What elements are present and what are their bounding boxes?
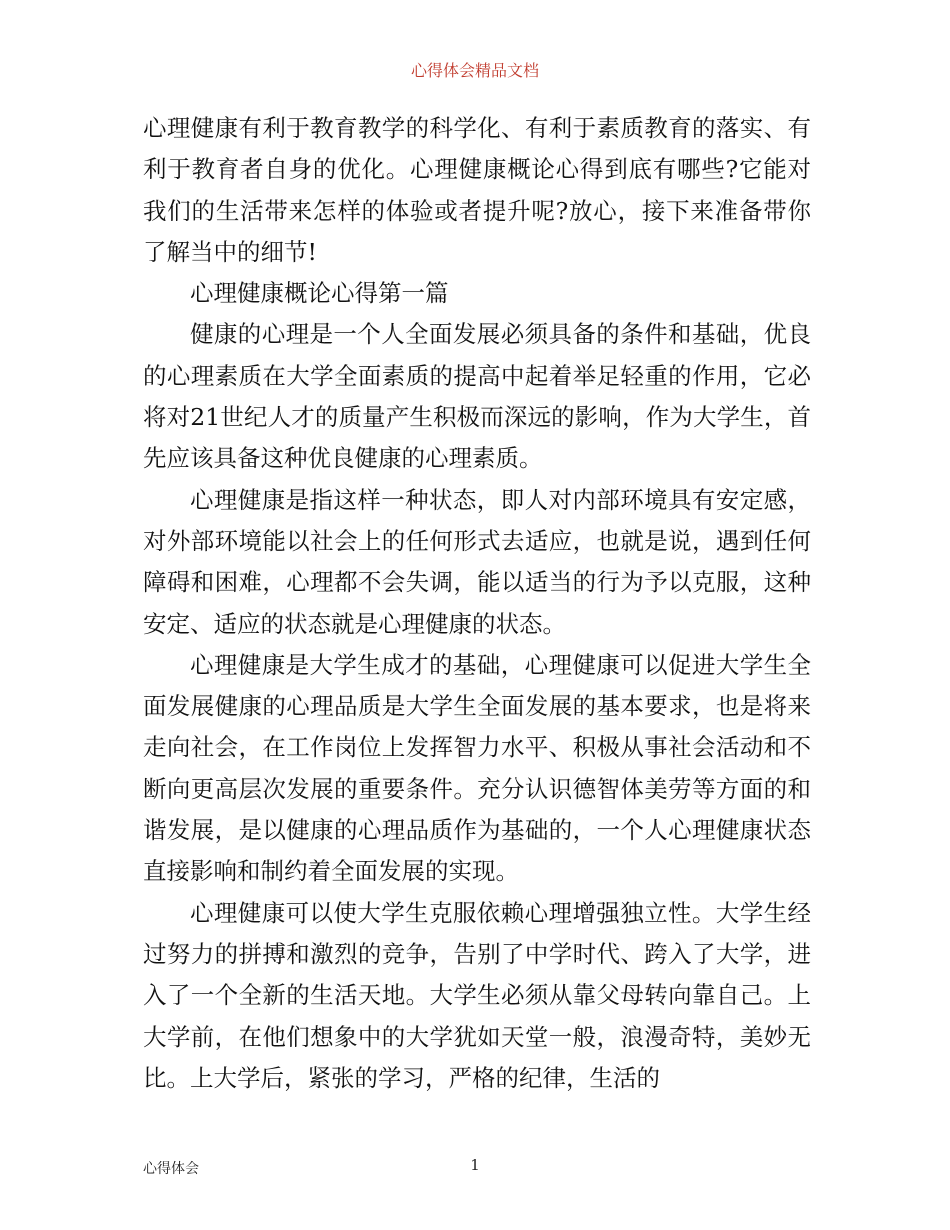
page-number: 1	[470, 1156, 480, 1174]
document-body	[143, 108, 811, 1099]
paragraph: 心理健康是指这样一种状态，即人对内部环境具有安定感，对外部环境能以社会上的任何形式去适应，也就是说，遇到任何障碍和困难，心理都不会失调，能以适当的行为予以克服，这种安定、适应的状态就是心理健康的状态。	[143, 485, 811, 638]
paragraph: 心理健康可以使大学生克服依赖心理增强独立性。大学生经过努力的拼搏和激烈的竞争，告别了中学时代、跨入了大学，进入了一个全新的生活天地。大学生必须从靠父母转向靠自己。上大学前，在他们想象中的大学犹如天堂一般，浪漫奇特，美妙无比。上大学后，紧张的学习，严格的纪律，生活的	[143, 898, 811, 1092]
paragraph-intro: 心理健康有利于教育教学的科学化、有利于素质教育的落实、有利于教育者自身的优化。心理健康概论心得到底有哪些?它能对我们的生活带来怎样的体验或者提升呢?放心，接下来准备带你了解当中的细节!	[143, 114, 811, 266]
section-heading: 心理健康概论心得第一篇	[190, 279, 449, 308]
page-footer-label: 心得体会	[143, 1161, 199, 1177]
paragraph: 心理健康是大学生成才的基础，心理健康可以促进大学生全面发展健康的心理品质是大学生全面发展的基本要求，也是将来走向社会，在工作岗位上发挥智力水平、积极从事社会活动和不断向更高层次发展的重要条件。充分认识德智体美劳等方面的和谐发展，是以健康的心理品质作为基础的，一个人心理健康状态直接影响和制约着全面发展的实现。	[143, 650, 811, 886]
page-header-title: 心得体会精品文档	[410, 61, 539, 80]
paragraph: 健康的心理是一个人全面发展必须具备的条件和基础，优良的心理素质在大学全面素质的提高中起着举足轻重的作用，它必将对21世纪人才的质量产生积极而深远的影响，作为大学生，首先应该具备这种优良健康的心理素质。	[143, 320, 811, 473]
